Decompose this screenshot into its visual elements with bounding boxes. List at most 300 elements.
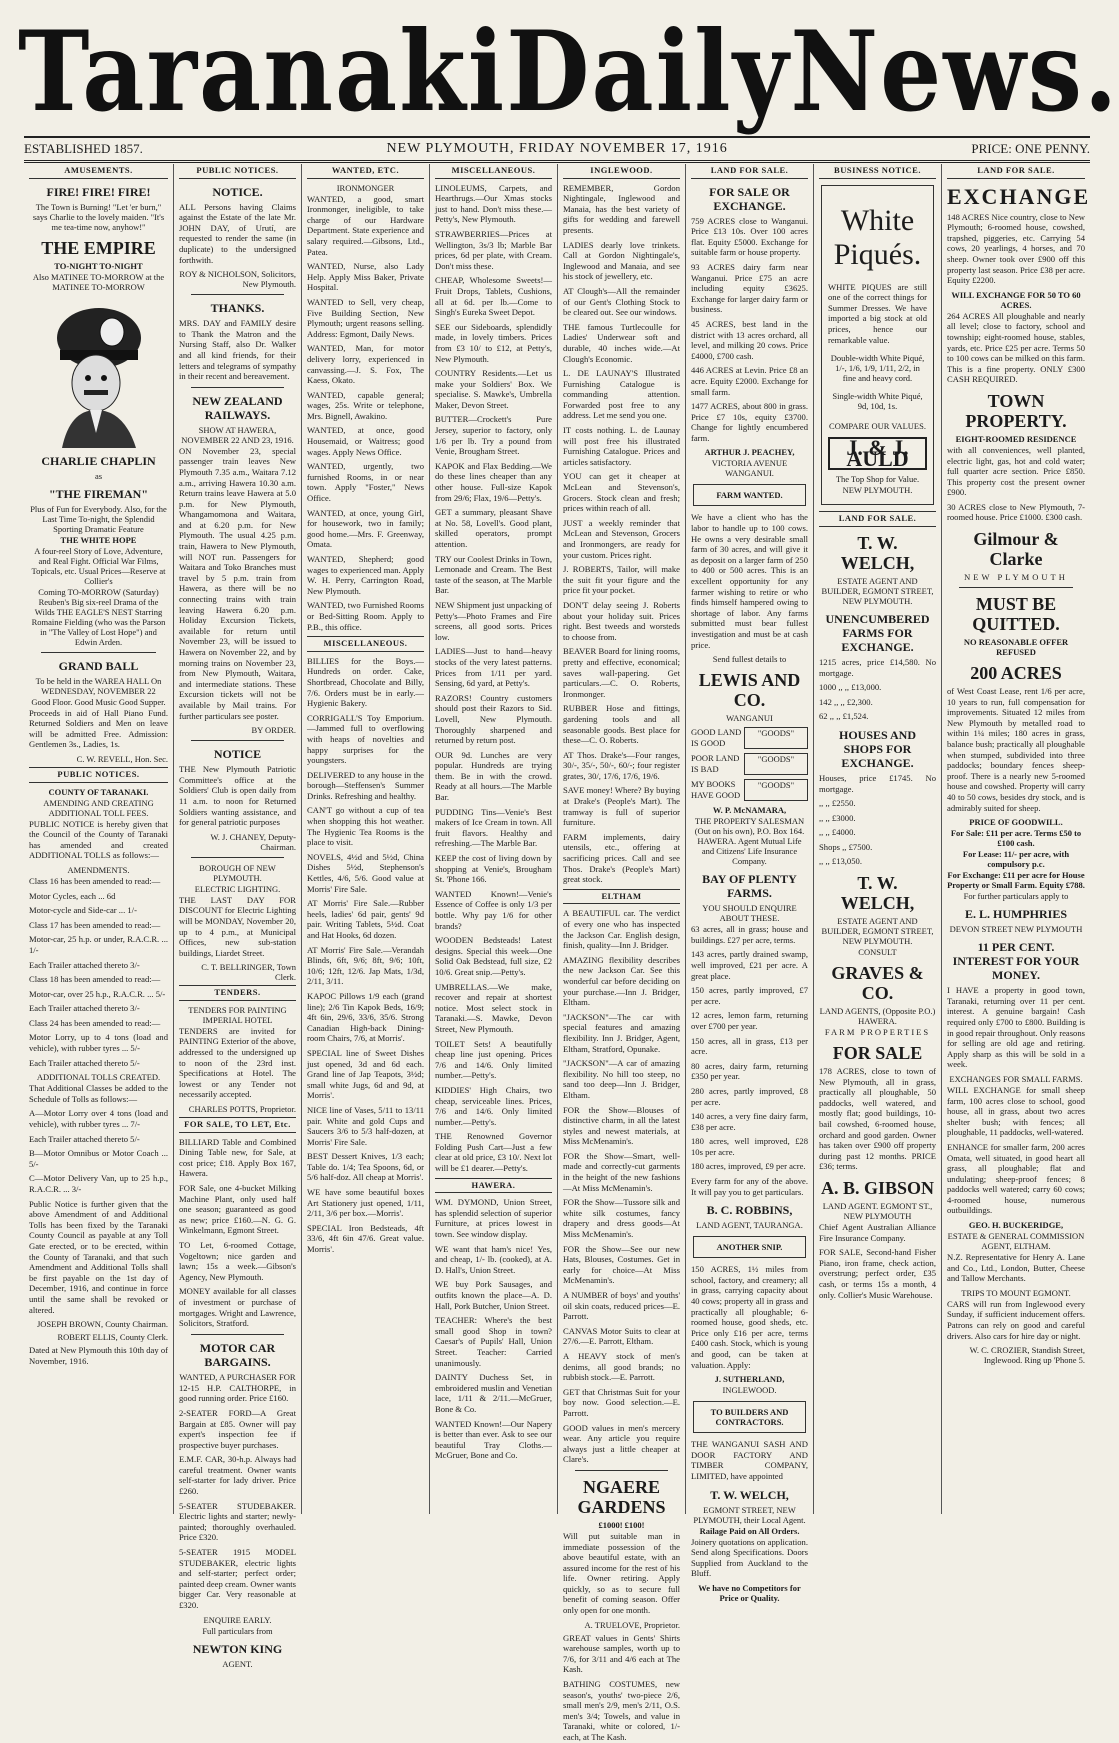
- hawera-item: DAINTY Duchess Set, in embroidered muslin and Venetian lace, 1/11 & 2/11.—McGruer, Bone & Co.: [435, 1372, 552, 1414]
- column-head: WANTED, ETC.: [307, 164, 424, 179]
- wanted-item: WANTED, Nurse, also Lady Help. Apply Miss Baker, Private Hospital.: [307, 261, 424, 293]
- refused-text: NO REASONABLE OFFER REFUSED: [963, 637, 1069, 658]
- robbins-name: B. C. ROBBINS,: [706, 1203, 793, 1218]
- eltham-item: GET that Christmas Suit for your boy now. Good selection.—E. Parrott.: [563, 1386, 680, 1418]
- forsale-item: FOR Sale, one 4-bucket Milking Machine Plant, only used half one season; guaranteed as good as new; price £160.—N. G. G. Winkelmann, Egmont Street.: [179, 1183, 296, 1236]
- column-public-notices: [174, 164, 302, 1669]
- column-inglewood: [558, 164, 686, 1742]
- misc-item: CHEAP, Wholesome Sweets!—Fruit Drops, Tablets, Cushions, all at 6d. per lb.—Come to Singh's Eureka Sweet Depot.: [435, 275, 552, 318]
- farm-properties-text: FARM PROPERTIES: [824, 1027, 931, 1038]
- signature: JOSEPH BROWN, County Chairman.: [36, 1319, 168, 1330]
- forsale-item: BILLIARD Table and Combined Dining Table new, for Sale, at cost price; £18. Apply Box 167, Hawera.: [179, 1136, 296, 1179]
- column-business-notice: [814, 164, 942, 1514]
- forsale-exchange-heading: FOR SALE OR EXCHANGE.: [709, 184, 790, 213]
- goodwill-heading: PRICE OF GOODWILL.: [969, 817, 1063, 828]
- notice-heading: NOTICE.: [212, 184, 263, 199]
- matinee-text: Also MATINEE TO-MORROW at the MATINEE TO-MORROW: [32, 271, 165, 292]
- established-text: ESTABLISHED 1857.: [24, 141, 143, 156]
- exchange-small-item: ENHANCE for smaller farm, 200 acres Omata, well situated, in good heart all grass, all ploughable; flat and undulating; sheep-proof fences; 8 paddocks well watered; carry 60 cows; 4-roomed house, numerous outbuildings.: [947, 1141, 1085, 1216]
- column-head: LAND FOR SALE.: [947, 164, 1085, 179]
- notice-signature: ROY & NICHOLSON, Solicitors, New Plymouth.: [179, 269, 296, 290]
- railways-subheading: SHOW AT HAWERA, NOVEMBER 22 AND 23, 1916.: [181, 424, 294, 445]
- land-item: 759 ACRES close to Wanganui. Price £13 10s. Over 100 acres flat. Equity £5000. Exchange for suitable farm or house property.: [691, 215, 808, 258]
- tonight-text: TO-NIGHT TO-NIGHT: [54, 260, 143, 271]
- exchange-heading: EXCHANGE: [947, 183, 1091, 209]
- amendments-heading: AMENDMENTS.: [67, 864, 130, 875]
- goodwill-line: For Exchange: £11 per acre for House Property or Small Farm. Equity £788.: [947, 870, 1085, 891]
- thanks-heading: THANKS.: [210, 301, 265, 316]
- bay-item: 63 acres, all in grass; house and buildings. £27 per acre, terms.: [691, 924, 808, 945]
- snip-heading: ANOTHER SNIP.: [716, 1242, 783, 1253]
- auld-name: J. & J. AULD: [828, 437, 927, 470]
- additional-body: That Additional Classes be added to the Schedule of Tolls as follows:—: [29, 1083, 168, 1104]
- electric-signature: C. T. BELLRINGER, Town Clerk.: [201, 962, 296, 983]
- further-text: For further particulars apply to: [963, 891, 1069, 902]
- divider: [959, 587, 1073, 588]
- bay-item: 12 acres, lemon farm, returning over £700 per year.: [691, 1010, 808, 1031]
- notice2-signature: W. J. CHANEY, Deputy-Chairman.: [210, 831, 296, 852]
- houses-line: ,, ,, £2550.: [819, 798, 856, 809]
- gilmour-name: Gilmour & Clarke: [973, 529, 1059, 570]
- tenders-body: TENDERS are invited for PAINTING Exterior of the above, addressed to the undersigned up to noon of the 23rd inst. Specifications at Hotel. The lowest or any Tender not necessarily accepted.: [179, 1025, 296, 1100]
- wanted-item: WANTED, a good, smart Ironmonger, ineligible, to take charge of our Hardware Department. State experience and salary required.—Gibsons, Ltd., Patea.: [307, 193, 424, 257]
- misc-item: CAN'T go without a cup of tea when shopping this hot weather. The Hygienic Tea Rooms is the place to visit.: [307, 805, 424, 848]
- railways-signature: BY ORDER.: [251, 725, 296, 736]
- column-land-for-sale: [686, 164, 814, 1603]
- amend-line: Motor Cycles, each ... 6d: [29, 890, 116, 901]
- misc-item: AT Morris' Fire Sale.—Verandah Blinds, 6ft, 9/6; 8ft, 9/6; 10ft, 10/6; 12ft, 12/6. Jap Mats, 1/3d, 2/11, 3/11.: [307, 944, 424, 987]
- acres200-body: of West Coast Lease, rent 1/6 per acre, 10 years to run, full compensation for improvements. Situated 12 miles from New Plymouth by metalled road to within 1¼ miles; 180 acres in grass, balance bush; practically all ploughable when stumped, subdivided into three paddocks; boundary fences sheep-proof. There is a nearly new 5-roomed house and cowshed. Property will carry 40 to 50 cows, besides dry stock, and is admirably suited for sheep.: [947, 686, 1085, 813]
- railways-body: ON November 23, special passenger train leaves New Plymouth 7.35 a.m., Waitara 7.12 a.m., arriving Hawera 10.30 a.m. Return trains leave Hawera at 5.0 p.m. for New Plymouth, Whangamomona and Waitara, and at 6.20 p.m. for New Plymouth. The usual 4.25 p.m. train, Hawera to New Plymouth, will NOT run. Passengers for Waitara and Toko Branches must travel by 5 p.m. train from Hawera, as there will be no connecting trains with train leaving Hawera 6.20 p.m. Holiday Excursion Tickets, available for return until November 23, will be issued to Hawera on November 22, and by morning trains on November 23, from New Plymouth, Waitara, and intermediate stations. These Excursion tickets will not be available by Mail trains. For further particulars see poster.: [179, 445, 296, 721]
- ball-body: Proceeds in aid of Hall Piano Fund. Returned Soldiers and Men on leave will be admitted Free. Admission: Gentlemen 3s., Ladies, 1s.: [29, 707, 168, 750]
- buckeridge-note: N.Z. Representative for Henry A. Lane and Co., Ltd., London, Butter, Cheese and Tallow Merchants.: [947, 1252, 1085, 1284]
- bay-item: 150 acres, partly improved, £7 per acre.: [691, 985, 808, 1006]
- goodwill-line: For Lease: 11/- per acre, with compulsory p.c.: [962, 849, 1070, 870]
- county-heading: COUNTY OF TARANAKI.: [48, 786, 149, 797]
- amend-line: Class 18 has been amended to read:—: [29, 974, 161, 985]
- column-amusements: [24, 164, 174, 1514]
- notice2-heading: NOTICE: [213, 747, 262, 762]
- welch2-name: T. W. WELCH,: [840, 873, 915, 914]
- masthead-title-mid: Daily: [506, 6, 791, 136]
- exchange-item: 148 ACRES Nice country, close to New Plymouth; 6-roomed house, cowshed, trapshed, piggeries, etc. Carrying 54 cows, 20 yearlings, 4 horses, and 70 sheep. Owner took over £900 off this property last season. Price £38 per acre. Equity £2200.: [947, 211, 1085, 286]
- amend-line: Motor-car, 25 h.p. or under, R.A.C.R. ... 1/-: [29, 934, 168, 955]
- humphries-name: E. L. HUMPHRIES: [964, 907, 1067, 922]
- misc-item: OUR 9d. Lunches are very popular. Hundreds are trying them. Be in with the crowd. Ready at all hours.—The Marble Bar.: [435, 749, 552, 803]
- trips-body: CARS will run from Inglewood every Sunday, if sufficient inducement offers. Patrons can rely on good and careful drivers. Also cars for hire day or night.: [947, 1298, 1085, 1341]
- railage-body: Joinery quotations on application. Send along Specifications. Doors Supplied from Auckland to the Bluff.: [691, 1536, 808, 1579]
- inglewood-item: BEAVER Board for lining rooms, pretty and effective, economical; saves wall-papering. Get particulars.—C. O. Roberts, Ironmonger.: [563, 646, 680, 699]
- humphries-subtext: DEVON STREET NEW PLYMOUTH: [949, 924, 1083, 935]
- fire-subtext: The Town is Burning! "Let 'er burn," says Charlie to the lovely maiden. "It's me tea-time now, anyhow!": [32, 201, 165, 232]
- inglewood-item: L. DE LAUNAY'S Illustrated Furnishing Catalogue is commanding attention. Forwarded post free to any address. Let me send you one.: [563, 368, 680, 421]
- goods-line: GOOD LAND IS GOOD: [691, 727, 742, 749]
- borough-heading: BOROUGH OF NEW PLYMOUTH.: [199, 862, 276, 883]
- compare-text: COMPARE OUR VALUES.: [829, 421, 926, 432]
- welch-name: T. W. WELCH,: [710, 1487, 789, 1502]
- consult-text: CONSULT: [858, 947, 897, 958]
- town-property-heading: TOWN PROPERTY.: [965, 390, 1067, 431]
- hawera-item: WM. DYMOND, Union Street, has splendid selection of superior Furniture, at prices lowest in town. See window display.: [435, 1197, 552, 1240]
- welch-subtext: ESTATE AGENT AND BUILDER, EGMONT STREET, NEW PLYMOUTH.: [821, 575, 934, 606]
- column-head: AMUSEMENTS.: [29, 164, 168, 179]
- amend-line: Motor-cycle and Side-car ... 1/-: [29, 905, 137, 916]
- eltham-item: A BEAUTIFUL car. The verdict of every one who has inspected the Jackson Car. English design, finish, quality—Inn J. Bridger.: [563, 908, 680, 951]
- buckeridge-subtext: ESTATE & GENERAL COMMISSION AGENT, ELTHAM.: [947, 1231, 1085, 1252]
- hawera-item: WE buy Pork Sausages, and outfits known the place—A. D. Hall, Pork Butcher, Union Street.: [435, 1279, 552, 1311]
- additional-line: A—Motor Lorry over 4 tons (load and vehicle), with rubber tyres ... 7/-: [29, 1108, 168, 1130]
- eltham-item: "JACKSON"—The car with special features and amazing flexibility. Inn J. Bridger, Agent, Eltham, Stratford, Opunake.: [563, 1011, 680, 1054]
- divider: [191, 857, 284, 858]
- column-land-for-sale-2: [942, 164, 1090, 1514]
- bay-note: Every farm for any of the above. It will pay you to get particulars.: [691, 1176, 808, 1197]
- inglewood-item: REMEMBER, Gordon Nightingale, Inglewood and Manaia, has the best variety of gifts for wedding and farewell presents.: [563, 182, 680, 235]
- column-wanted: [302, 164, 430, 1514]
- mcnamara-subtext: THE PROPERTY SALESMAN (Out on his own), P.O. Box 164. HAWERA. Agent Mutual Life and Citizens' Life Insurance Company.: [694, 816, 805, 867]
- exchange-small-item: WILL EXCHANGE for small sheep farm, 100 acres close to school, good house, all in grass, about two acres shelter bush; with fences; all ploughable, 11 paddocks, well-watered.: [947, 1084, 1085, 1138]
- goods-word: "GOODS": [744, 727, 808, 749]
- price-text: PRICE: ONE PENNY.: [971, 141, 1090, 156]
- lewis-address: WANGANUI: [726, 713, 773, 724]
- misc-item: WANTED Known!—Venie's Essence of Coffee is only 1/3 per bottle. Why pay 1/6 for other brands?: [435, 888, 552, 931]
- inglewood-item: SAVE money! Where? By buying at Drake's (People's Mart). The tramway is full of superior furniture.: [563, 785, 680, 828]
- bay-item: 280 acres, partly improved, £8 per acre.: [691, 1085, 808, 1107]
- eltham-item: AMAZING flexibility describes the new Jackson Car. See this wonderful car before deciding on your purchase.—Inn J. Bridger, Eltham.: [563, 954, 680, 1008]
- columns: [24, 164, 1091, 1742]
- auld-subtext: The Top Shop for Value.: [835, 474, 920, 485]
- goodwill-line: For Sale: £11 per acre. Terms £50 to £100 cash.: [950, 828, 1082, 849]
- lewis-name: LEWIS AND CO.: [698, 670, 801, 711]
- divider: [191, 294, 284, 295]
- misc-item: KIDDIES' High Chairs, two cheap, serviceable lines. Prices, 7/6 and 14/6. Only limited number.—Petty's.: [435, 1084, 552, 1127]
- gibson-subtext: LAND AGENT. EGMONT ST., NEW PLYMOUTH: [822, 1201, 933, 1221]
- misc-item: THE Renowned Governor Folding Push Cart—Just a few clear at old price, £3 10/. Next lot will be £1 dearer.—Petty's.: [435, 1131, 552, 1174]
- public-notices-head: PUBLIC NOTICES.: [29, 767, 168, 783]
- land-sale-head: LAND FOR SALE.: [819, 511, 936, 527]
- wanted-item: WANTED, Man, for motor delivery lorry, experienced in canvassing.—J. S. Fox, The Kaess, Okato.: [307, 343, 424, 386]
- notice-body: ALL Persons having Claims against the Estate of the late Mr. JOHN DAY, of Urutí, are requested to render the same (in duplicate) to the undersigned forthwith.: [179, 201, 296, 265]
- misc-item: LADIES—Just to hand—heavy stocks of the very latest patterns. Prices from 1/11 per yard. Sensing, 6d yard, at Petty's.: [435, 646, 552, 689]
- inglewood-item: JUST a weekly reminder that McLean and Stevenson, Grocers and Ironmongers, are ready for your custom. Prices right.: [563, 517, 680, 560]
- sutherland-subtext: INGLEWOOD.: [722, 1385, 777, 1396]
- amending-heading: AMENDING AND CREATING ADDITIONAL TOLL FEES.: [43, 797, 154, 818]
- ironmonger-heading: IRONMONGER: [336, 182, 395, 193]
- welch2-subtext: ESTATE AGENT AND BUILDER, EGMONT STREET, NEW PLYMOUTH.: [821, 916, 934, 947]
- goods-word: "GOODS": [744, 753, 808, 775]
- houses-heading: HOUSES AND SHOPS FOR EXCHANGE.: [838, 727, 917, 770]
- peachey-address: VICTORIA AVENUE WANGANUI.: [711, 458, 788, 479]
- must-be-quitted-heading: MUST BE QUITTED.: [972, 594, 1060, 635]
- ngaere-heading: NGAERE GARDENS: [577, 1476, 666, 1517]
- fireman-subtext: Plus of Fun for Everybody. Also, for the Last Time To-night, the Splendid Sporting Dramatic Feature: [30, 503, 167, 534]
- misc-item: KEEP the cost of living down by shopping at Venie's, Brougham St. 'Phone 166.: [435, 853, 552, 885]
- robbins-subtext: LAND AGENT, TAURANGA.: [696, 1220, 803, 1231]
- eltham-item: A HEAVY stock of men's denims, all good brands; no rubbish stock.—E. Parrott.: [563, 1350, 680, 1383]
- land-item: 446 ACRES at Levin. Price £8 an acre. Equity £2000. Exchange for small farm.: [691, 365, 808, 397]
- hawera-item: TEACHER: Where's the best small good Shop in town? Caesar's of Pupils' Hall, Union Street. Teacher: Carried unanimously.: [435, 1315, 552, 1368]
- houses-line: ,, ,, £4000.: [819, 827, 856, 838]
- graves-name: GRAVES & CO.: [831, 963, 924, 1004]
- inglewood-item: LADIES dearly love trinkets. Call at Gordon Nightingale's, Inglewood and Manaia, and see his stock of jewellery, etc.: [563, 239, 680, 282]
- amending-body: PUBLIC NOTICE is hereby given that the Council of the County of Taranaki has amended and created ADDITIONAL TOLLS as follows:—: [29, 818, 168, 861]
- houses-line: ,, ,, £13,050.: [819, 856, 862, 867]
- bay-item: 180 acres, improved, £9 per acre.: [691, 1161, 806, 1172]
- misc-item: CORRIGALL'S Toy Emporium.—Jammed full to overflowing with heaps of novelties and happy surprises for the youngsters.: [307, 712, 424, 766]
- additional-line: C—Motor Delivery Van, up to 25 h.p., R.A.C.R. ... 3/-: [29, 1173, 168, 1194]
- tenders-heading: TENDERS FOR PAINTING IMPERIAL HOTEL: [188, 1004, 287, 1025]
- coming-text: Coming TO-MORROW (Saturday) Reuben's Big six-reel Drama of the Wilds THE EAGLE'S NEST Starring Romaine Fielding (who was the Parson in "The Valley of Lost Hope") and Edwin Arden.: [31, 586, 166, 647]
- exchange-item: 264 ACRES All ploughable and nearly all level; close to factory, school and township; eight-roomed house, stables, yards, etc. Price £25 per acre. Terms 50 to 100 cows can be milked on this farm. This is a fine property. ONLY £300 CASH REQUIRED.: [947, 310, 1085, 385]
- misc-item: NEW Shipment just unpacking of Petty's—Photo Frames and Fire screens, all good sorts. Prices low.: [435, 599, 552, 642]
- misc-item: KAPOC Pillows 1/9 each (grand line); 2/6 Tin Kapok Beds, 16/9; 4ft 6in, 29/6, 33/6, 35/6. Strong Canadian High-back Dining-room Chairs, 7/6, at Morris'.: [307, 990, 424, 1044]
- inglewood-item: THE famous Turtlecoulle for Ladies' Underwear soft and durable, 40 inches wide.—At Clough's Economic.: [563, 321, 680, 364]
- wanted-item: WANTED, capable general; wages, 25s. Write or telephone, Mrs. Bignell, Awakino.: [307, 389, 424, 421]
- fireman-portrait: [40, 298, 158, 448]
- misc-item: DELIVERED to any house in the borough—Steffensen's Summer Drinks. Refreshing and healthy.: [307, 769, 424, 801]
- interest-body: I HAVE a property in good town, Taranaki, returning over 11 per cent. interest. A genuine bargain! Cash required only £700 to £800. Building is in good repair throughout. Only reasons for selling are old age and retiring. Apply sharp as this will be sold in a week.: [947, 985, 1085, 1070]
- divider: [191, 387, 284, 388]
- tenders-head: TENDERS.: [179, 985, 296, 1001]
- unencumbered-line: 142 ,, ,, £2,300.: [819, 696, 873, 707]
- unencumbered-line: 1000 ,, ,, £13,000.: [819, 682, 882, 693]
- ball-heading: GRAND BALL: [58, 658, 139, 673]
- buckeridge-name: GEO. H. BUCKERIDGE,: [968, 1220, 1064, 1231]
- column-head: PUBLIC NOTICES.: [179, 164, 296, 179]
- single-width-text: Single-width White Piqué, 9d, 10d, 1s.: [832, 391, 923, 412]
- misc-item: BEST Dessert Knives, 1/3 each; Table do. 1/4; Tea Spoons, 6d, or 5/6 half-doz. All cheap at Morris'.: [307, 1151, 424, 1183]
- masthead-title-right: News.: [790, 6, 1119, 136]
- welch-subtext: EGMONT STREET, NEW PLYMOUTH, their Local Agent.: [693, 1504, 806, 1525]
- ngaere-signature: A. TRUELOVE, Proprietor.: [584, 1619, 680, 1630]
- amend-line: Each Trailer attached thereto 3/-: [29, 1003, 140, 1014]
- graves-subtext: LAND AGENTS, (Opposite P.O.) HAWERA.: [819, 1006, 936, 1027]
- additional-heading: ADDITIONAL TOLLS CREATED.: [36, 1072, 161, 1083]
- fireman-heading: "THE FIREMAN": [49, 486, 148, 501]
- misc-item: SPECIAL line of Sweet Dishes just opened, 3d and 6d each. Grand line of Jap Teapots, 3½d; small white Jugs, 6d and 9d, at Morris'.: [307, 1047, 424, 1101]
- bay-subheading: YOU SHOULD ENQUIRE ABOUT THESE.: [702, 903, 797, 924]
- double-width-text: Double-width White Piqué, 1/-, 1/6, 1/9, 1/11, 2/2, in fine and heavy cord.: [830, 353, 925, 384]
- eltham-item: GOOD values in men's mercery wear. Any article you require always just a little cheaper at Clare's.: [563, 1422, 680, 1465]
- farm-send-text: Send fullest details to: [712, 654, 787, 665]
- gibson-name: A. B. GIBSON: [820, 1178, 935, 1198]
- wanted-item: WANTED, two Furnished Rooms or Bed-Sitting Room. Apply to P.B., this office.: [307, 600, 424, 632]
- white-hope-subtext: A four-reel Story of Love, Adventure, and Real Fight. Official War Films, Topicals, etc. Usual Prices—Reserve at Collier's: [31, 545, 166, 586]
- empire-heading: THE EMPIRE: [41, 237, 156, 258]
- column-head: LAND FOR SALE.: [691, 164, 808, 179]
- land-item: 1477 ACRES, about 800 in grass. Price £7 10s, equity £3700. Change for lightly encumbered farm.: [691, 401, 808, 443]
- eltham-item: FOR the Show—Smart, well-made and correctly-cut garments in the height of the new fashions—At Miss McMenamin's.: [563, 1150, 680, 1193]
- forsale-head: FOR SALE, TO LET, Etc.: [179, 1117, 296, 1133]
- ball-signature: C. W. REVELL, Hon. Sec.: [76, 753, 168, 764]
- kash-item: BATHING COSTUMES, new season's, youths' two-piece 2/6, small men's 2/9, men's 2/11, O.S. men's 3/4; Towels, and value in Taranaki, white or colored, 1/- each, at The Kash.: [563, 1679, 680, 1742]
- inglewood-item: YOU can get it cheaper at McLean and Stevenson's, Grocers. Stock clean and fresh; prices within reach of all.: [563, 471, 680, 514]
- houses-line: Shops ,, £7500.: [819, 841, 873, 852]
- interest-heading: 11 PER CENT. INTEREST FOR YOUR MONEY.: [952, 940, 1080, 983]
- town-property-body: with all conveniences, well planted, electric light, gas, hot and cold water; full quarter acre section. Price £850. This property cost the present owner £900.: [947, 444, 1085, 498]
- sutherland-name: J. SUTHERLAND,: [714, 1374, 785, 1385]
- exchange-small-heading: EXCHANGES FOR SMALL FARMS.: [949, 1073, 1083, 1084]
- misc-item: UMBRELLAS.—We make, recover and repair at shortest notice. Most select stock in Taranaki.—S. Mawke, Devon Street, New Plymouth.: [435, 981, 552, 1034]
- bay-item: 180 acres, well improved, £28 10s per acre.: [691, 1136, 808, 1157]
- hawera-item: WE want that ham's nice! Yes, and cheap, 1/- lb. (cooked), at A. D. Hall's, Union Street.: [435, 1243, 552, 1275]
- bay-item: 80 acres, dairy farm, returning £350 per year.: [691, 1060, 808, 1082]
- bay-item: 143 acres, partly drained swamp, well improved, £21 per acre. A great place.: [691, 949, 808, 981]
- misc-item: COUNTRY Residents.—Let us make your Soldiers' Box. We specialise. S. Mawke's, Umbrella Maker, Devon Street.: [435, 368, 552, 410]
- masthead: [18, 6, 1119, 136]
- eltham-item: FOR the Show—Tussore silk and white silk costumes, fancy drapery and dress goods—At Miss McMenamin's.: [563, 1197, 680, 1240]
- motor-item: 5-SEATER 1915 MODEL STUDEBAKER, electric lights and self-starter; perfect order; painted deep cream. Owner wants bigger Car. Very reasonable at £320.: [179, 1547, 296, 1610]
- wanted-item: WANTED, at once, good Housemaid, or Waitress; good wages. Apply News Office.: [307, 425, 424, 457]
- column-miscellaneous: [430, 164, 558, 1514]
- white-hope-title: THE WHITE HOPE: [60, 534, 137, 545]
- forsale-body: 178 ACRES, close to town of New Plymouth, all in grass, practically all ploughable, 50 paddocks, well watered, and mostly flat; good buildings, 10-bail cowshed, 6-roomed house, orchard and good garden. Owner has taken over £900 off property during past 12 months. PRICE £36; terms.: [819, 1066, 936, 1172]
- bay-item: 140 acres, a very fine dairy farm, £38 per acre.: [691, 1111, 808, 1132]
- tenders-signature: CHARLES POTTS, Proprietor.: [188, 1104, 296, 1115]
- goods-row: [691, 753, 808, 775]
- ball-music-text: Good Floor. Good Music Good Supper.: [31, 696, 166, 707]
- additional-line: Each Trailer attached thereto 5/-: [29, 1133, 140, 1144]
- ngaere-body: Will put suitable man in immediate possession of the above beautiful estate, with an assured income for the rest of his life. Owner retiring. Apply quickly, so as to secure full benefit of coming season. Offer only open for one month.: [563, 1530, 680, 1616]
- notice-body: Public Notice is further given that the above Amendment of and Additional Tolls has been fixed by the Taranaki County Council as payable at any Toll Gate erected, or to be erected, within the County of Taranaki, and that such Amendment and Additional Tolls shall be first payable on the 1st day of December, 1916, and continue in force until the same shall be revoked or altered.: [29, 1198, 168, 1315]
- misc-head: MISCELLANEOUS.: [307, 636, 424, 652]
- misc-item: BUTTER—Crockett's Pure Jersey, superior to factory, only 1/6 per lb. Try a pound from Venie, Brougham Street.: [435, 414, 552, 457]
- amend-line: Motor Lorry, up to 4 tons (load and vehicle), with rubber tyres ... 5/-: [29, 1032, 168, 1054]
- eltham-item: FOR the Show—See our new Hats, Blouses, Costumes. Get in early for choice—At Miss McMenamin's.: [563, 1243, 680, 1286]
- railage-text: Railage Paid on All Orders.: [699, 1525, 800, 1536]
- dateline-bar: [24, 136, 1090, 163]
- houses-line: Houses, price £1745. No mortgage.: [819, 772, 936, 794]
- misc-item: KAPOK and Flax Bedding.—We do these lines cheaper than any other house. Full-size Kapok from 29/6; Flax, 19/6—Petty's.: [435, 460, 552, 503]
- welch-name: T. W. WELCH,: [840, 532, 915, 573]
- forsale-item: MONEY available for all classes of investment or purchase of mortgages. Wright and Lawrence, Solicitors, Stratford.: [179, 1286, 296, 1329]
- inglewood-item: J. ROBERTS, Tailor, will make the suit fit your figure and the price fit your pocket.: [563, 564, 680, 596]
- gilmour-subtext: NEW PLYMOUTH: [964, 572, 1068, 583]
- misc-item: PUDDING Tins—Venie's Best makers of Ice Cream in town. All fruit flavors. Healthy and refreshing.—The Marble Bar.: [435, 806, 552, 849]
- motor-item: 5-SEATER STUDEBAKER. Electric lights and starter; newly-painted; thoroughly overhauled. Price £320.: [179, 1500, 296, 1543]
- crozier-signature: W. C. CROZIER, Standish Street, Inglewood. Ring up 'Phone 5.: [969, 1345, 1085, 1366]
- inglewood-item: AT Thos. Drake's—Four ranges, 30/-, 35/-, 50/-, 60/-; four register grates, 30/, 17/6, 17/6, 19/6.: [563, 749, 680, 781]
- thanks-body: MRS. DAY and FAMILY desire to Thank the Matron and the Nursing Staff, also Dr. Walker and all kind friends, for their letters and telegrams of sympathy in their recent and bereavement.: [179, 318, 296, 382]
- misc-item: GET a summary, pleasant Shave at No. 58, Lovell's. Good plant, skilled operators, prompt attention.: [435, 507, 552, 549]
- kash-item: GREAT values in Gents' Shirts warehouse samples, worth up to 7/6, for 3/11 and 4/6 each at The Kash.: [563, 1632, 680, 1675]
- no-competitors-text: We have no Competitors for Price or Quality.: [698, 1582, 801, 1603]
- railways-heading: NEW ZEALAND RAILWAYS.: [192, 393, 283, 422]
- dateline-text: NEW PLYMOUTH, FRIDAY NOVEMBER 17, 1916: [386, 141, 728, 156]
- amend-line: Class 17 has been amended to read:—: [29, 919, 161, 930]
- acres30-item: 30 ACRES close to New Plymouth, 7-roomed house. Price £1000. £300 cash.: [947, 501, 1085, 523]
- signature: ROBERT ELLIS, County Clerk.: [57, 1332, 168, 1343]
- motor-wanted: WANTED, A PURCHASER FOR: [179, 1371, 296, 1382]
- misc-item: STRAWBERRIES—Prices at Wellington, 3s/3 lb; Marble Bar prices, 6d per plate, with Cream. Don't miss these.: [435, 228, 552, 271]
- misc-item: SPECIAL Iron Bedsteads, 4ft 33/6, 4ft 6in 47/6. Great value. Morris'.: [307, 1222, 424, 1255]
- misc-item: NICE line of Vases, 5/11 to 13/11 pair. White and gold Cups and Saucers 3/6 to 5/3 half-dozen, at Morris' Fire Sale.: [307, 1104, 424, 1147]
- divider: [191, 1334, 284, 1335]
- white-piques-heading: White Piqués.: [833, 203, 922, 271]
- amend-line: Each Trailer attached thereto 3/-: [29, 959, 140, 970]
- ball-subtext: To be held in the WAREA HALL On WEDNESDAY, NOVEMBER 22: [35, 675, 162, 696]
- divider: [41, 652, 156, 653]
- amend-line: Each Trailer attached thereto 5/-: [29, 1057, 140, 1068]
- misc-item: RAZORS! Country customers should post their Razors to Sid. Lovell, New Plymouth. Thoroughly sharpened and returned by return post.: [435, 692, 552, 746]
- auld-town: NEW PLYMOUTH.: [842, 485, 913, 496]
- ngaere-price: £1000! £100!: [598, 1519, 645, 1530]
- town-property-subheading: EIGHT-ROOMED RESIDENCE: [955, 433, 1077, 444]
- bay-heading: BAY OF PLENTY FARMS.: [702, 872, 797, 901]
- land-item: 45 ACRES, best land in the district with 13 acres orchard, all level, and milking 20 cows. Price £4000, £700 cash.: [691, 318, 808, 361]
- peachey-name: ARTHUR J. PEACHEY,: [704, 447, 795, 458]
- builders-body: THE WANGANUI SASH AND DOOR FACTORY AND TIMBER COMPANY, LIMITED, have appointed: [691, 1439, 808, 1481]
- misc-item: TOILET Sets! A beautifully cheap line just opening. Prices 7/6 and 14/6. Only limited number.—Petty's.: [435, 1038, 552, 1081]
- amend-line: Motor-car, over 25 h.p., R.A.C.R. ... 5/-: [29, 988, 166, 999]
- inglewood-item: IT costs nothing. L. de Launay will post free his illustrated Furnishing Catalogue. Prices and articles satisfactory.: [563, 425, 680, 467]
- electric-heading: ELECTRIC LIGHTING.: [194, 883, 281, 894]
- goods-line: MY BOOKS HAVE GOOD: [691, 779, 741, 801]
- enquire-text: ENQUIRE EARLY.: [203, 1614, 272, 1625]
- unencumbered-heading: UNENCUMBERED FARMS FOR EXCHANGE.: [825, 611, 930, 654]
- unencumbered-line: 1215 acres, price £14,580. No mortgage.: [819, 656, 936, 678]
- white-piques-body: WHITE PIQUES are still one of the correct things for Summer Dresses. We have imported a big stock at old prices, hence our remarkable value.: [828, 281, 927, 345]
- eltham-item: A NUMBER of boys' and youths' oil skin coats, reduced prices—E. Parrott.: [563, 1290, 680, 1322]
- amend-line: Class 16 has been amended to read:—: [29, 875, 161, 886]
- misc-item: BILLIES for the Boys.—Hundreds on order. Cake, Shortbread, Chocolate and Billy, 7/6. Orders must be in early.—Hygienic Bakery.: [307, 655, 424, 709]
- eltham-item: "JACKSON"—A car of amazing flexibility. No hill too steep, no sand too deep—Inn J. Bridger, Eltham.: [563, 1058, 680, 1100]
- agent-text: AGENT.: [222, 1658, 253, 1669]
- misc-item: TRY our Coolest Drinks in Town, Lemonade and Cream. The Best taste of the season, at The Marble Bar.: [435, 553, 552, 596]
- farm-wanted-body: We have a client who has the labor to handle up to 100 cows. He owns a very desirable small farm of 30 acres, and will give it as deposit on a larger farm of 250 to 400 or 500 acres. This is an excellent opportunity for any farmer wishing to retire or who finds himself hampered owing to shortage of labor. Any farms submitted must bear fullest investigation and must be at cash price.: [691, 512, 808, 650]
- piano-sale-item: FOR SALE, Second-hand Fisher Piano, iron frame, check action, overstrung; perfect order, £35 cash, or terms 15s a month, 4 only. Collier's Music Warehouse.: [819, 1247, 936, 1300]
- motor-item: 12-15 H.P. CALTHORPE, in good running order. Price £160.: [179, 1382, 296, 1404]
- unencumbered-line: 62 ,, ,, £1,524.: [819, 711, 869, 722]
- divider: [191, 740, 284, 741]
- bay-item: 150 acres, all in grass, £13 per acre.: [691, 1035, 808, 1057]
- eltham-head: ELTHAM: [563, 889, 680, 905]
- farm-wanted-heading: FARM WANTED.: [716, 490, 783, 501]
- column-head: INGLEWOOD.: [563, 164, 680, 179]
- wanted-item: WANTED to Sell, very cheap, Five Building Section, New Plymouth; urgent reasons selling. Address: Egmont, Daily News.: [307, 296, 424, 339]
- newton-king-name: NEWTON KING: [192, 1641, 283, 1656]
- electric-body: THE LAST DAY FOR DISCOUNT for Electric Lighting will be MONDAY, November 20, up to 4 p.m., at Municipal Offices, new sub-station buildings, Liardet Street.: [179, 894, 296, 958]
- exchange-item: WILL EXCHANGE FOR 50 TO 60 ACRES.: [951, 289, 1081, 310]
- misc-item: WOODEN Bedsteads! Latest designs. Special this week—One Solid Oak Bedstead, full size, £2 10/6. Great snip.—Petty's.: [435, 935, 552, 977]
- snip-body: 150 ACRES, 1½ miles from school, factory, and creamery; all in grass, carrying capacity about 40 cows; property all in grass and practically all ploughable; 6-roomed house, good sheds, etc. Price only £16 per acre, terms £400 cash. Stock, which is young and good, can be taken at valuation. Apply:: [691, 1264, 808, 1370]
- mcnamara-name: W. P. McNAMARA,: [712, 805, 787, 816]
- wanted-item: WANTED, at once, young Girl, for housework, two in family; good home.—Mrs. F. Greenway, Omata.: [307, 507, 424, 550]
- builders-box: [693, 1401, 806, 1433]
- misc-item: LINOLEUMS, Carpets, and Hearthrugs.—Our Xmas stocks just to hand. Don't miss these.—Petty's, New Plymouth.: [435, 182, 552, 225]
- hawera-head: HAWERA.: [435, 1178, 552, 1194]
- inglewood-item: DON'T delay seeing J. Roberts about your holiday suit. Prices right. Best tweeds and worsteds to choose from.: [563, 599, 680, 642]
- eltham-item: CANVAS Motor Suits to clear at 27/6.—E. Parrott, Eltham.: [563, 1325, 680, 1347]
- masthead-title-left: Taranaki: [18, 6, 507, 136]
- goods-line: POOR LAND IS BAD: [691, 753, 740, 775]
- wanted-item: WANTED, urgently, two furnished Rooms, in or near town. Apply "Foster," News Office.: [307, 461, 424, 504]
- snip-box: [693, 1236, 806, 1258]
- trips-heading: TRIPS TO MOUNT EGMONT.: [961, 1287, 1071, 1298]
- fireman-illustration: [40, 298, 158, 448]
- full-particulars-text: Full particulars from: [202, 1625, 273, 1636]
- motor-item: 2-SEATER FORD—A Great Bargain at £85. Owner will pay expert's inspection fee if prospective buyer purchases.: [179, 1407, 296, 1450]
- builders-heading: TO BUILDERS AND CONTRACTORS.: [710, 1407, 789, 1428]
- amend-line: Class 24 has been amended to read:—: [29, 1017, 161, 1028]
- inglewood-item: FARM implements, dairy utensils, etc., offering at sacrificing prices. Call and see Thos. Drake's (People's Mart) great stock.: [563, 831, 680, 885]
- misc-item: SEE our Sideboards, splendidly made, in lovely timbers. Prices from £3 10/ to £12, at Petty's, New Plymouth.: [435, 321, 552, 364]
- notice2-body: THE New Plymouth Patriotic Committee's office at the Soldiers' Club is open daily from 11 a.m. to noon for Returned Soldiers wanting assistance, and for general patriotic purposes: [179, 764, 296, 828]
- misc-item: AT Morris' Fire Sale.—Rubber heels, ladies' 6d pair, gents' 9d pair. Writing Tablets, 5½d. Coat and Hat Hooks, 6d dozen.: [307, 898, 424, 940]
- inglewood-item: RUBBER Hose and fittings, gardening tools and all seasonable goods. Best place for these—C. O. Roberts.: [563, 703, 680, 746]
- forsale-heading: FOR SALE: [832, 1043, 923, 1064]
- auld-advert-box: [821, 185, 934, 506]
- gibson-note: Chief Agent Australian Alliance Fire Insurance Company.: [819, 1222, 936, 1243]
